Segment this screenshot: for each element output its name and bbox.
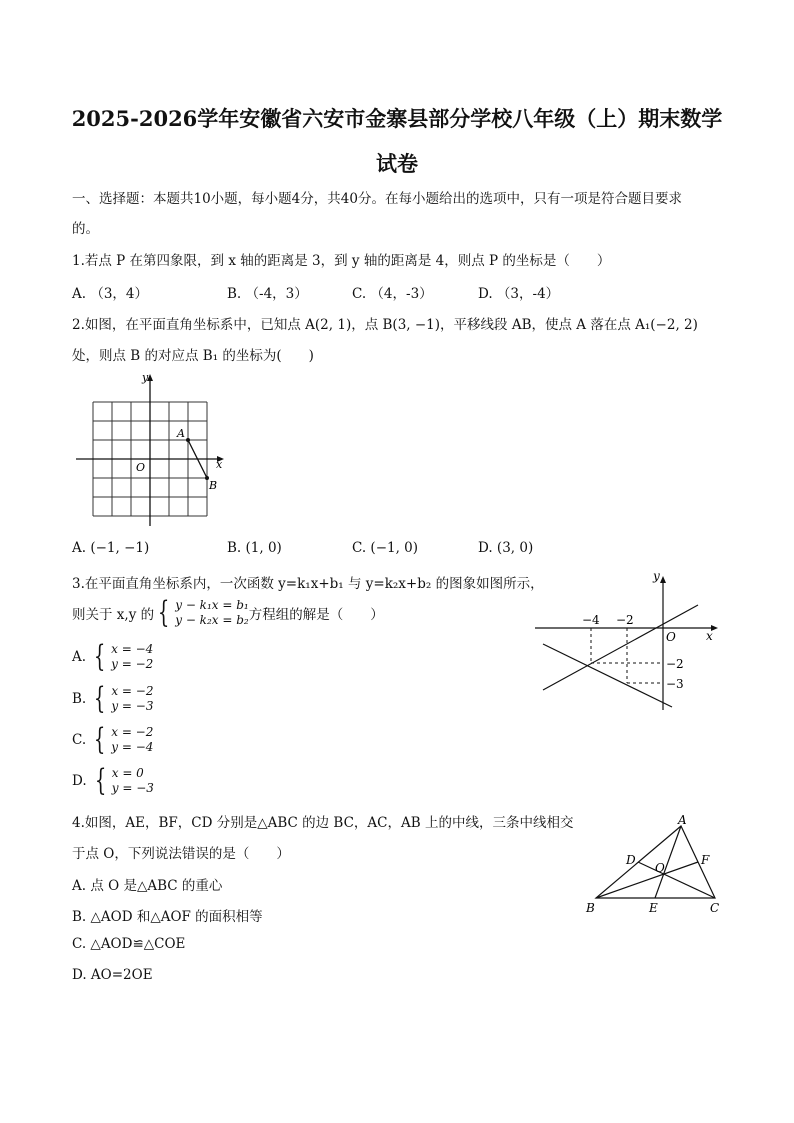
q3-option-b-label: B. [72, 691, 87, 707]
point-a [186, 438, 190, 442]
dashed-guides [591, 628, 663, 683]
q3-stem-pre: 则关于 x,y 的 [72, 607, 155, 623]
y-axis-arrow [660, 576, 666, 583]
point-f-label: F [701, 853, 710, 867]
q3-equation-system [154, 595, 249, 630]
x-axis-label: x [706, 629, 713, 643]
section-heading-cont: 的。 [72, 221, 99, 237]
q3-option-d-label: D. [72, 773, 87, 789]
q3-option-b-y: y = −3 [111, 699, 154, 713]
q4-option-c: C. △AOD≌△COE [72, 936, 186, 952]
q3-equation-1: y − k₁x = b₁ [175, 598, 249, 612]
q4-option-a: A. 点 O 是△ABC 的重心 [72, 878, 223, 894]
brace-icon: { [94, 681, 106, 716]
q1-option-b: B. （-4，3） [227, 286, 308, 302]
q1-option-d: D. （3，-4） [478, 286, 560, 302]
page-title-line2: 试卷 [376, 151, 418, 176]
point-e-label: E [649, 901, 658, 915]
brace-icon: { [94, 763, 106, 798]
q1-option-a: A. （3，4） [72, 286, 149, 302]
q3-option-c-y: y = −4 [111, 740, 154, 754]
q3-option-a-label: A. [72, 649, 87, 665]
q2-option-a: A. (−1, −1) [72, 540, 150, 556]
q2-stem-line1: 2.如图，在平面直角坐标系中，已知点 A(2, 1)，点 B(3, −1)，平移线段 AB，使点 A 落在点 A₁(−2, 2) [72, 317, 698, 333]
q3-option-c [72, 722, 154, 757]
q4-stem-line2: 于点 O，下列说法错误的是（ ） [72, 846, 290, 862]
q3-option-a-x: x = −4 [111, 642, 154, 656]
origin-label: O [666, 630, 676, 644]
q3-stem-line2 [72, 595, 384, 630]
x-tick-minus-4: −4 [582, 613, 600, 627]
q3-stem-post: 方程组的解是（ ） [248, 607, 384, 623]
origin-label: O [136, 461, 146, 474]
vertex-b-label: B [586, 901, 595, 915]
y-tick-minus-3: −3 [666, 677, 684, 691]
brace-icon: { [93, 722, 106, 757]
vertex-a-label: A [678, 813, 687, 827]
point-a-label: A [177, 427, 185, 440]
x-axis-label: x [216, 458, 223, 471]
q4-option-d: D. AO=2OE [72, 967, 153, 983]
q3-linear-functions-figure [530, 568, 730, 713]
q3-option-a-y: y = −2 [111, 657, 154, 671]
q3-equation-2: y − k₂x = b₂ [175, 613, 249, 627]
q3-option-b-x: x = −2 [111, 684, 154, 698]
y-tick-minus-2: −2 [666, 657, 684, 671]
q2-option-b: B. (1, 0) [227, 540, 282, 556]
y-axis-label: y [653, 569, 660, 583]
q4-triangle-figure [580, 808, 730, 920]
page-title: 2025-2026学年安徽省六安市金寨县部分学校八年级（上）期末数学 [71, 106, 723, 131]
point-b-label: B [209, 479, 218, 492]
q4-stem-line1: 4.如图，AE，BF，CD 分别是△ABC 的边 BC，AC，AB 上的中线，三条中线相交 [72, 815, 574, 831]
x-tick-minus-2: −2 [616, 613, 634, 627]
median-cd [638, 862, 715, 898]
vertex-c-label: C [710, 901, 720, 915]
q3-option-c-label: C. [72, 732, 87, 748]
q3-option-b [72, 681, 154, 716]
q1-stem: 1.若点 P 在第四象限，到 x 轴的距离是 3，到 y 轴的距离是 4，则点 P 的坐标是（ ） [72, 253, 611, 269]
q2-option-d: D. (3, 0) [478, 540, 534, 556]
q2-grid-figure [70, 368, 230, 530]
point-d-label: D [626, 853, 636, 867]
q1-option-c: C. （4，-3） [352, 286, 433, 302]
q4-option-b: B. △AOD 和△AOF 的面积相等 [72, 909, 263, 925]
brace-icon: { [157, 595, 170, 630]
q3-option-a [72, 639, 154, 674]
q3-option-d-x: x = 0 [111, 766, 144, 780]
median-bf [596, 862, 698, 898]
q2-stem-line2: 处，则点 B 的对应点 B₁ 的坐标为( ) [72, 348, 314, 364]
centroid-o-label: O [655, 861, 665, 875]
q3-option-c-x: x = −2 [111, 725, 154, 739]
q3-option-d [72, 763, 154, 798]
q3-option-d-y: y = −3 [111, 781, 154, 795]
y-axis-label: y [142, 371, 149, 384]
section-heading: 一、选择题：本题共10小题，每小题4分，共40分。在每小题给出的选项中，只有一项是符合题目要求 [72, 191, 682, 207]
brace-icon: { [93, 639, 106, 674]
q3-stem-line1: 3.在平面直角坐标系内，一次函数 y=k₁x+b₁ 与 y=k₂x+b₂ 的图象如图所示， [72, 576, 544, 592]
line-2 [543, 644, 672, 707]
q2-option-c: C. (−1, 0) [352, 540, 419, 556]
